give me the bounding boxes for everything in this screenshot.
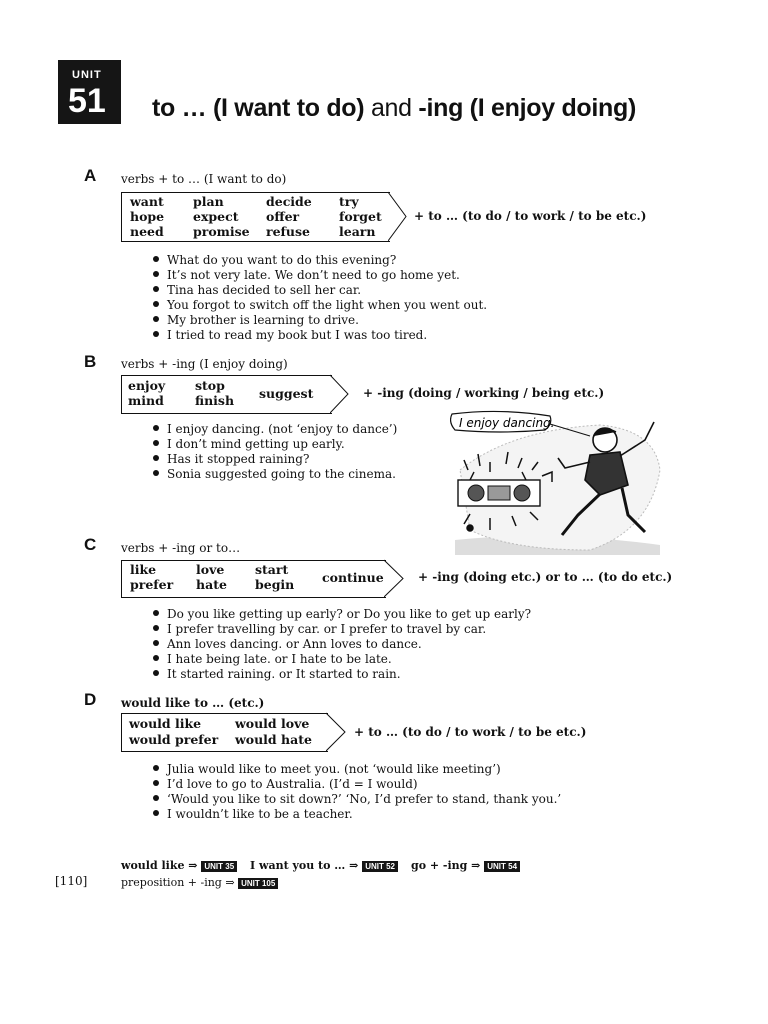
verb: learn <box>339 224 376 239</box>
result-b: + -ing (doing / working / being etc.) <box>363 386 605 400</box>
verb: start <box>255 562 289 577</box>
unit-105-link[interactable]: UNIT 105 <box>238 878 278 889</box>
footer-ref-want-you <box>250 859 398 872</box>
section-letter-d: D <box>84 690 97 709</box>
verb: would like <box>129 716 202 731</box>
verb: want <box>130 194 164 209</box>
example-item: My brother is learning to drive. <box>151 313 487 328</box>
arrow-d <box>326 712 348 752</box>
example-item: I don’t mind getting up early. <box>151 437 397 452</box>
verb: prefer <box>130 577 174 592</box>
verb: need <box>130 224 164 239</box>
example-item: I hate being late. or I hate to be late. <box>151 652 531 667</box>
verb: refuse <box>266 224 310 239</box>
verb: would love <box>235 716 310 731</box>
example-item: It’s not very late. We don’t need to go home yet. <box>151 268 487 283</box>
example-item: Sonia suggested going to the cinema. <box>151 467 397 482</box>
result-a: + to … (to do / to work / to be etc.) <box>414 209 647 223</box>
section-a-subtitle: verbs + to … (I want to do) <box>121 172 287 186</box>
verb: begin <box>255 577 295 592</box>
verb: would prefer <box>129 732 219 747</box>
example-item: It started raining. or It started to rain. <box>151 667 531 682</box>
example-item: I enjoy dancing. (not ‘enjoy to dance’) <box>151 422 397 437</box>
unit-badge <box>58 60 121 124</box>
footer-ref-would-like <box>121 859 237 872</box>
title-and: and <box>364 94 419 122</box>
verb: like <box>130 562 157 577</box>
examples-a <box>151 253 487 343</box>
unit-number: 51 <box>68 82 106 120</box>
examples-c <box>151 607 531 682</box>
unit-35-link[interactable]: UNIT 35 <box>201 861 237 872</box>
examples-b <box>151 422 397 482</box>
title-part-b: -ing (I enjoy doing) <box>418 94 636 122</box>
ref-text: preposition + -ing ⇒ <box>121 876 235 889</box>
example-item: Ann loves dancing. or Ann loves to dance. <box>151 637 531 652</box>
section-d-subtitle: would like to … (etc.) <box>121 696 265 710</box>
verb: hate <box>196 577 227 592</box>
dancing-illustration <box>450 410 665 555</box>
verb: plan <box>193 194 224 209</box>
verb: hope <box>130 209 165 224</box>
unit-54-link[interactable]: UNIT 54 <box>484 861 520 872</box>
section-letter-b: B <box>84 352 97 371</box>
example-item: You forgot to switch off the light when you went out. <box>151 298 487 313</box>
verb: offer <box>266 209 300 224</box>
example-item: ‘Would you like to sit down?’ ‘No, I’d prefer to stand, thank you.’ <box>151 792 561 807</box>
verb: try <box>339 194 359 209</box>
example-item: I tried to read my book but I was too tired. <box>151 328 487 343</box>
title-part-a: to … (I want to do) <box>152 94 365 122</box>
example-item: Do you like getting up early? or Do you like to get up early? <box>151 607 531 622</box>
arrow-b <box>330 374 350 414</box>
footer-ref-preposition <box>121 876 278 889</box>
verb: finish <box>195 393 235 408</box>
unit-label: UNIT <box>72 69 102 81</box>
example-item: What do you want to do this evening? <box>151 253 487 268</box>
ref-text: I want you to … ⇒ <box>250 859 359 872</box>
section-letter-c: C <box>84 535 97 554</box>
arrow-a <box>388 191 408 242</box>
example-item: I prefer travelling by car. or I prefer to travel by car. <box>151 622 531 637</box>
verb: love <box>196 562 225 577</box>
verb: forget <box>339 209 382 224</box>
example-item: Tina has decided to sell her car. <box>151 283 487 298</box>
speech-bubble-text: I enjoy dancing. <box>459 416 555 430</box>
ref-text: would like ⇒ <box>121 859 198 872</box>
example-item: I wouldn’t like to be a teacher. <box>151 807 561 822</box>
result-d: + to … (to do / to work / to be etc.) <box>354 725 587 739</box>
verb: decide <box>266 194 312 209</box>
result-c: + -ing (doing etc.) or to … (to do etc.) <box>418 570 673 584</box>
page-title <box>152 94 636 123</box>
verb: would hate <box>235 732 312 747</box>
verb: mind <box>128 393 164 408</box>
verb: enjoy <box>128 378 166 393</box>
verb: expect <box>193 209 239 224</box>
section-b-subtitle: verbs + -ing (I enjoy doing) <box>121 357 288 371</box>
arrow-c <box>384 559 406 598</box>
section-letter-a: A <box>84 166 97 185</box>
page-number: [110] <box>55 874 88 888</box>
examples-d <box>151 762 561 822</box>
example-item: Has it stopped raining? <box>151 452 397 467</box>
verb: promise <box>193 224 250 239</box>
section-c-subtitle: verbs + -ing or to… <box>121 541 241 555</box>
unit-52-link[interactable]: UNIT 52 <box>362 861 398 872</box>
example-item: I’d love to go to Australia. (I’d = I would) <box>151 777 561 792</box>
verb: stop <box>195 378 225 393</box>
verb: continue <box>322 570 384 585</box>
ref-text: go + -ing ⇒ <box>411 859 481 872</box>
example-item: Julia would like to meet you. (not ‘would like meeting’) <box>151 762 561 777</box>
footer-ref-go-ing <box>411 859 520 872</box>
verb: suggest <box>259 386 314 401</box>
